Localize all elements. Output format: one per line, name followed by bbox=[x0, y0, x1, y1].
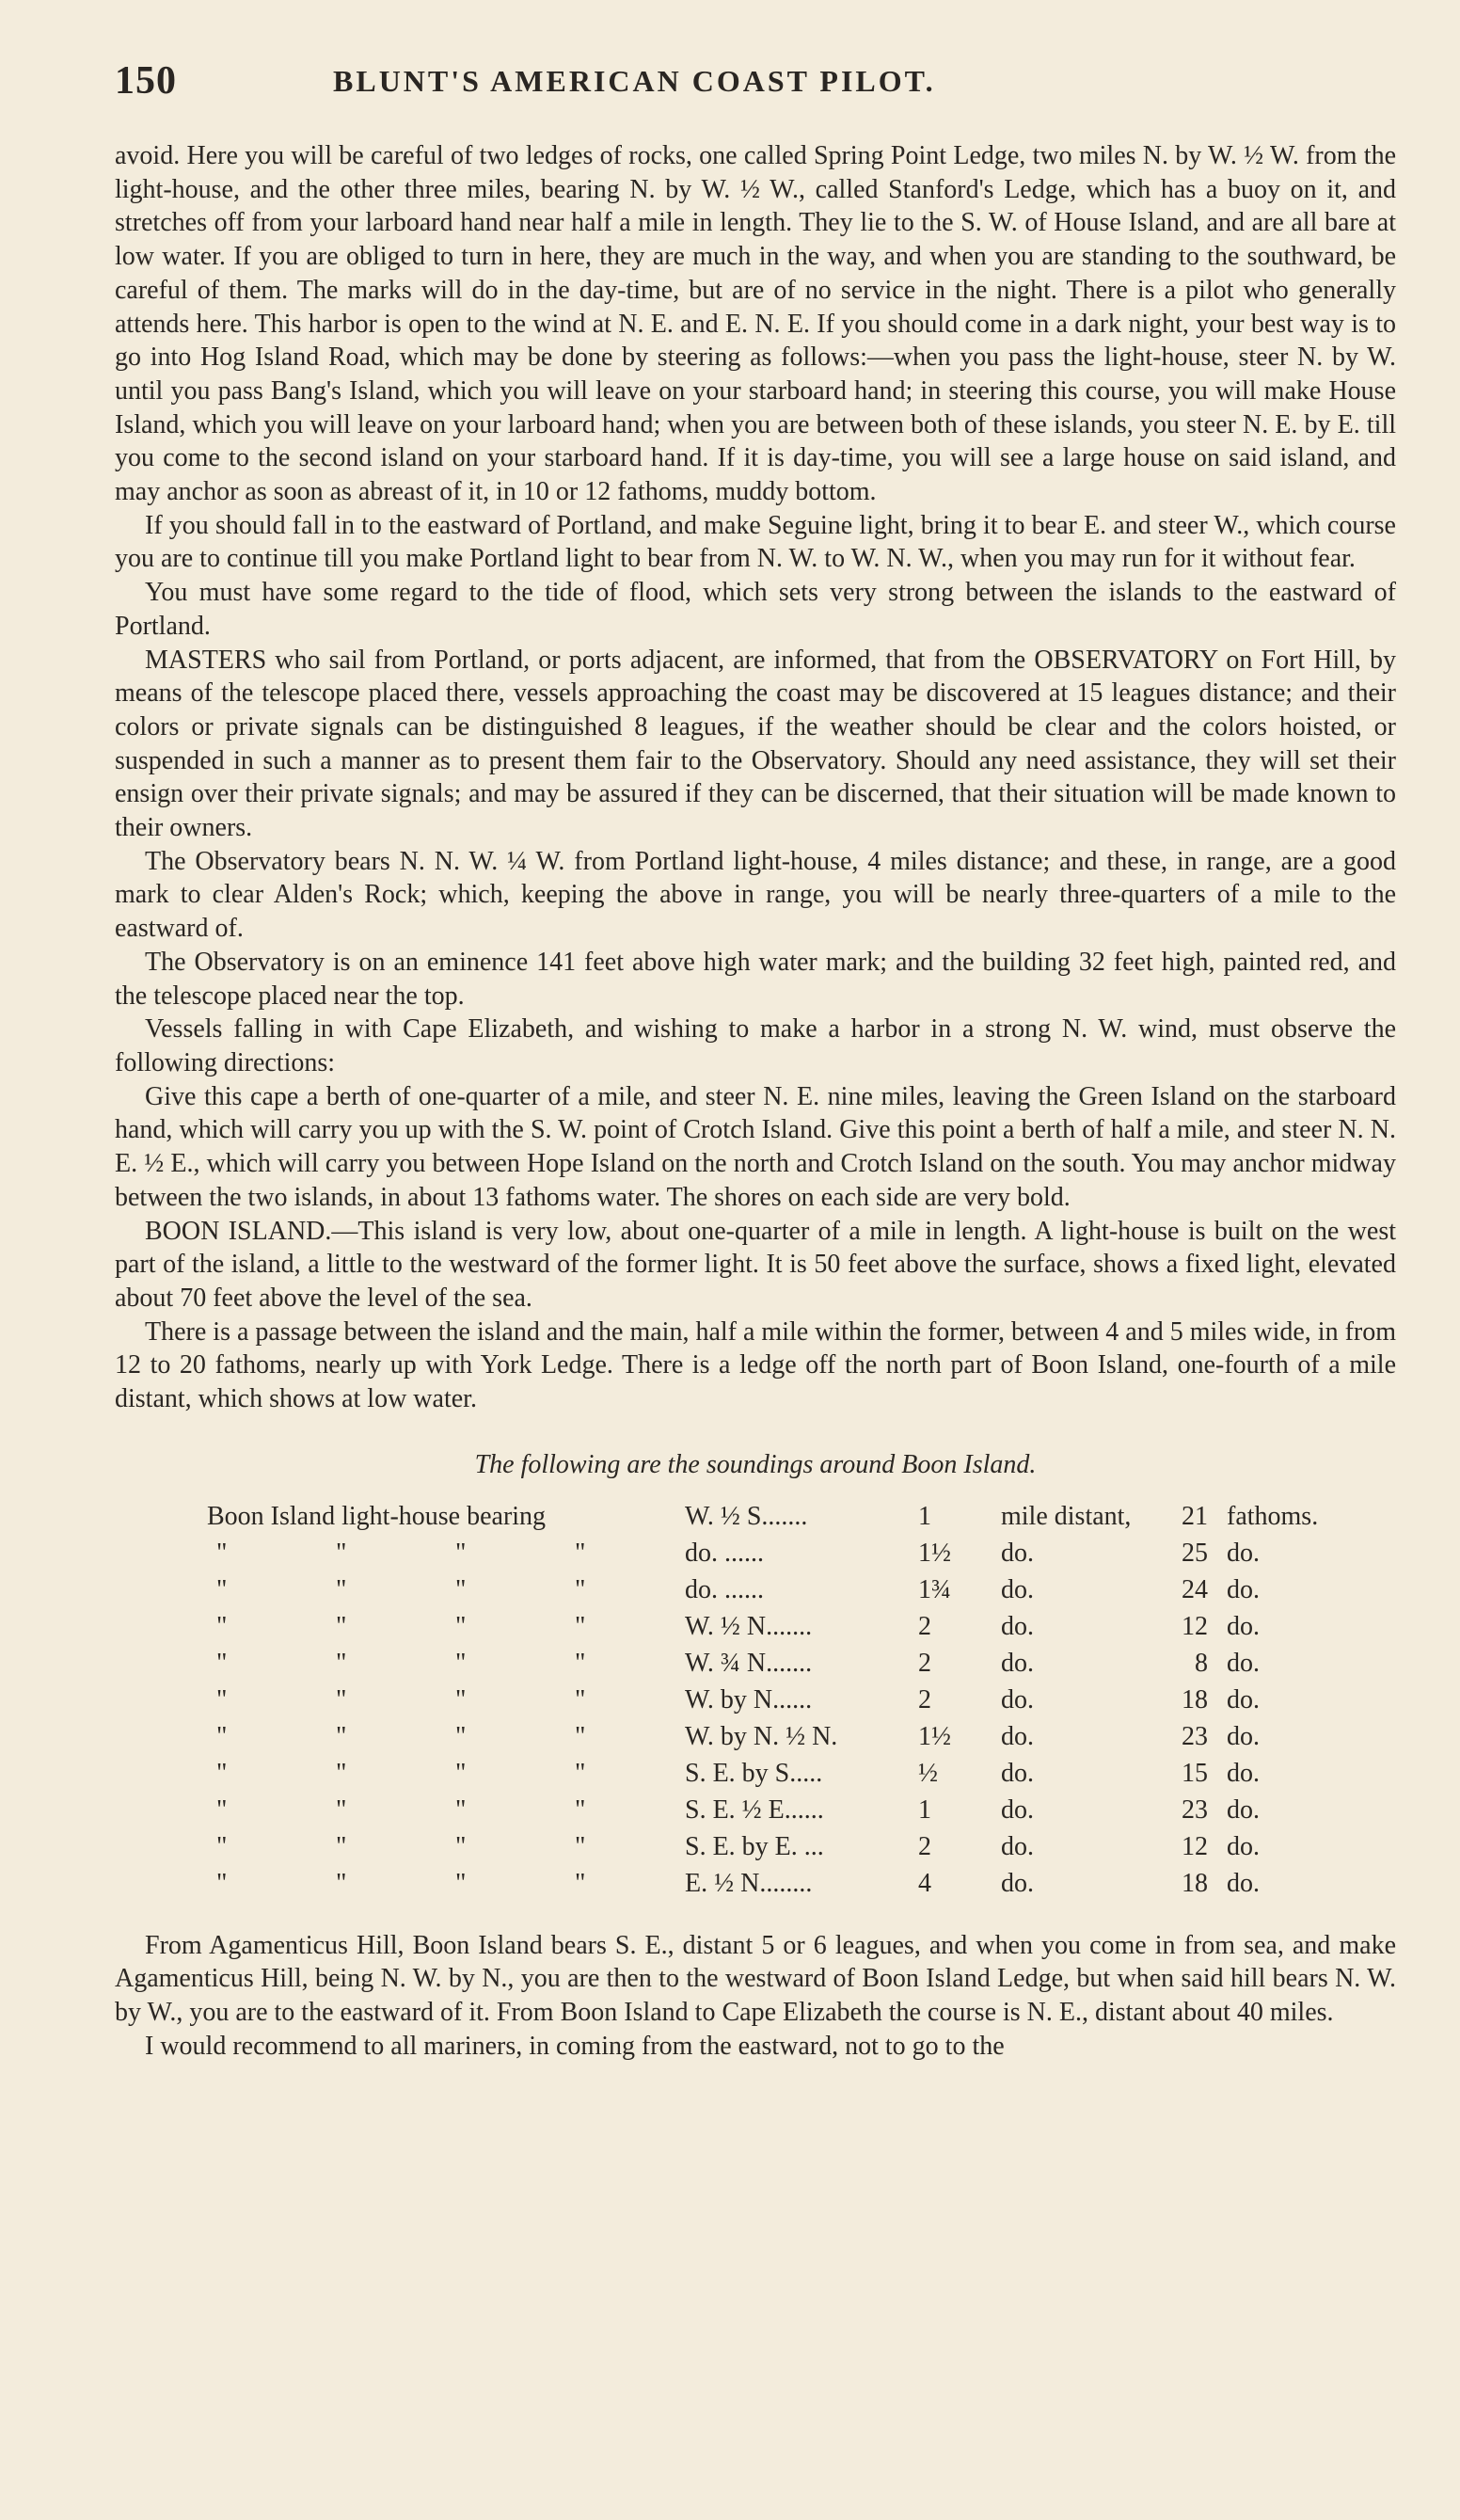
soundings-caption: The following are the soundings around Boon Island. bbox=[474, 1449, 1037, 1479]
ditto-mark: " bbox=[336, 1612, 347, 1642]
sounding-unit1: do. bbox=[1001, 1795, 1034, 1826]
page-header bbox=[115, 58, 1404, 107]
sounding-unit1: do. bbox=[1001, 1575, 1034, 1605]
sounding-distance: 1 bbox=[918, 1502, 931, 1532]
sounding-distance: ½ bbox=[918, 1759, 938, 1789]
sounding-unit1: do. bbox=[1001, 1869, 1034, 1899]
ditto-mark: " bbox=[336, 1869, 347, 1899]
sounding-fathoms: 23 bbox=[1182, 1722, 1208, 1752]
ditto-marks bbox=[207, 1609, 685, 1646]
ditto-mark: " bbox=[455, 1539, 467, 1569]
sounding-distance: 2 bbox=[918, 1685, 931, 1715]
sounding-fathoms: 18 bbox=[1182, 1685, 1208, 1715]
sounding-distance: 1½ bbox=[918, 1539, 951, 1569]
body-text bbox=[115, 139, 1396, 1416]
sounding-fathoms: 24 bbox=[1182, 1575, 1208, 1605]
sounding-unit2: do. bbox=[1227, 1575, 1260, 1605]
sounding-unit1: do. bbox=[1001, 1685, 1034, 1715]
sounding-distance: 4 bbox=[918, 1869, 931, 1899]
table-row bbox=[207, 1683, 1330, 1719]
table-row bbox=[207, 1866, 1330, 1903]
running-title: BLUNT'S AMERICAN COAST PILOT. bbox=[333, 64, 936, 98]
ditto-mark: " bbox=[455, 1575, 467, 1605]
sounding-bearing: E. ½ N........ bbox=[685, 1869, 813, 1899]
ditto-mark: " bbox=[216, 1869, 228, 1899]
soundings-lead: Boon Island light-house bearing bbox=[207, 1502, 547, 1532]
paragraph: BOON ISLAND.—This island is very low, about one-quarter of a mile in length. A light-house is built on the west part of the island, a little to the westward of the former light. It is 50 feet above the surface, shows a fixed light, elevated about 70 feet above the level of the sea. bbox=[115, 1216, 1396, 1313]
sounding-bearing: do. ...... bbox=[685, 1575, 764, 1605]
ditto-mark: " bbox=[575, 1649, 586, 1679]
sounding-bearing: S. E. by S..... bbox=[685, 1759, 823, 1789]
paragraph: From Agamenticus Hill, Boon Island bears S. E., distant 5 or 6 leagues, and when you come in from sea, and make Agamenticus Hill, being N. W. by N., you are then to the westward of Boon Island Ledge, but when said hill bears N. W. by W., you are to the eastward of it. From Boon Island to Cape Elizabeth the course is N. E., distant about 40 miles. bbox=[115, 1930, 1396, 2028]
paragraph: You must have some regard to the tide of flood, which sets very strong between the islands to the eastward of Portland. bbox=[115, 578, 1396, 641]
table-row bbox=[207, 1536, 1330, 1572]
sounding-bearing: W. by N...... bbox=[685, 1685, 813, 1715]
ditto-mark: " bbox=[575, 1575, 586, 1605]
paragraph: If you should fall in to the eastward of Portland, and make Seguine light, bring it to bear E. and steer W., which course you are to continue till you make Portland light to bear from N. W. to W. N. W., when you may run for it without fear. bbox=[115, 510, 1396, 574]
sounding-unit2: do. bbox=[1227, 1795, 1260, 1826]
sounding-unit1: do. bbox=[1001, 1612, 1034, 1642]
ditto-mark: " bbox=[216, 1575, 228, 1605]
sounding-unit2: do. bbox=[1227, 1612, 1260, 1642]
paragraph: Vessels falling in with Cape Elizabeth, and wishing to make a harbor in a strong N. W. wind, must observe the following directions: bbox=[115, 1014, 1396, 1077]
ditto-mark: " bbox=[336, 1759, 347, 1789]
sounding-bearing: W. ½ N....... bbox=[685, 1612, 813, 1642]
ditto-marks bbox=[207, 1866, 685, 1903]
sounding-bearing: W. ½ S....... bbox=[685, 1502, 808, 1532]
ditto-mark: " bbox=[336, 1685, 347, 1715]
table-row bbox=[207, 1756, 1330, 1793]
ditto-marks bbox=[207, 1793, 685, 1829]
sounding-fathoms: 18 bbox=[1182, 1869, 1208, 1899]
sounding-distance: 1¾ bbox=[918, 1575, 951, 1605]
ditto-mark: " bbox=[336, 1575, 347, 1605]
table-row bbox=[207, 1609, 1330, 1646]
sounding-fathoms: 12 bbox=[1182, 1612, 1208, 1642]
ditto-mark: " bbox=[575, 1539, 586, 1569]
paragraph: MASTERS who sail from Portland, or ports adjacent, are informed, that from the OBSERVATORY on Fort Hill, by means of the telescope placed there, vessels approaching the coast may be discovered at 15 leagues distance; and their colors or private signals can be distinguished 8 leagues, if the weather should be clear and the colors hoisted, or suspended in such a manner as to present them fair to the Observatory. Should any need assistance, they will set their ensign over their private signals; and may be assured if they can be discerned, that their situation will be made known to their owners. bbox=[115, 645, 1396, 843]
ditto-mark: " bbox=[336, 1649, 347, 1679]
ditto-mark: " bbox=[336, 1722, 347, 1752]
ditto-mark: " bbox=[575, 1869, 586, 1899]
ditto-mark: " bbox=[216, 1832, 228, 1862]
ditto-mark: " bbox=[575, 1685, 586, 1715]
sounding-unit1: do. bbox=[1001, 1832, 1034, 1862]
ditto-mark: " bbox=[216, 1649, 228, 1679]
ditto-mark: " bbox=[216, 1759, 228, 1789]
ditto-mark: " bbox=[216, 1795, 228, 1826]
sounding-unit1: do. bbox=[1001, 1722, 1034, 1752]
ditto-mark: " bbox=[336, 1539, 347, 1569]
table-row bbox=[207, 1829, 1330, 1866]
ditto-mark: " bbox=[216, 1612, 228, 1642]
sounding-bearing: S. E. by E. ... bbox=[685, 1832, 824, 1862]
ditto-mark: " bbox=[575, 1832, 586, 1862]
sounding-fathoms: 21 bbox=[1182, 1502, 1208, 1532]
ditto-mark: " bbox=[455, 1649, 467, 1679]
paragraph: Give this cape a berth of one-quarter of a mile, and steer N. E. nine miles, leaving the Green Island on the starboard hand, which will carry you up with the S. W. point of Crotch Island. Give this point a berth of half a mile, and steer N. N. E. ½ E., which will carry you between Hope Island on the north and Crotch Island on the south. You may anchor midway between the two islands, in about 13 fathoms water. The shores on each side are very bold. bbox=[115, 1081, 1396, 1212]
sounding-unit1: mile distant, bbox=[1001, 1502, 1132, 1532]
sounding-unit2: do. bbox=[1227, 1649, 1260, 1679]
closing-text bbox=[115, 1929, 1396, 2064]
sounding-distance: 2 bbox=[918, 1612, 931, 1642]
sounding-distance: 2 bbox=[918, 1649, 931, 1679]
ditto-mark: " bbox=[575, 1612, 586, 1642]
paragraph: avoid. Here you will be careful of two ledges of rocks, one called Spring Point Ledge, two miles N. by W. ½ W. from the light-house, and the other three miles, bearing N. by W. ½ W., called Stanford's Ledge, which has a buoy on it, and stretches off from your larboard hand near half a mile in length. They lie to the S. W. of House Island, and are all bare at low water. If you are obliged to turn in here, they are much in the way, and when you are standing to the southward, be careful of them. The marks will do in the day-time, but are of no service in the night. There is a pilot who generally attends here. This harbor is open to the wind at N. E. and E. N. E. If you should come in a dark night, your best way is to go into Hog Island Road, which may be done by steering as follows:—when you pass the light-house, steer N. by W. until you pass Bang's Island, which you will leave on your starboard hand; in steering this course, you will make House Island, which you will leave on your larboard hand; when you are between both of these islands, you steer N. E. by E. till you come to the second island on your starboard hand. If it is day-time, you will see a large house on said island, and may anchor as soon as abreast of it, in 10 or 12 fathoms, muddy bottom. bbox=[115, 141, 1396, 507]
ditto-mark: " bbox=[455, 1612, 467, 1642]
ditto-mark: " bbox=[216, 1539, 228, 1569]
sounding-unit1: do. bbox=[1001, 1649, 1034, 1679]
paragraph: The Observatory is on an eminence 141 feet above high water mark; and the building 32 feet high, painted red, and the telescope placed near the top. bbox=[115, 947, 1396, 1011]
ditto-mark: " bbox=[455, 1795, 467, 1826]
ditto-mark: " bbox=[455, 1722, 467, 1752]
sounding-bearing: S. E. ½ E...... bbox=[685, 1795, 824, 1826]
ditto-mark: " bbox=[336, 1832, 347, 1862]
ditto-marks bbox=[207, 1829, 685, 1866]
ditto-mark: " bbox=[575, 1795, 586, 1826]
ditto-marks bbox=[207, 1683, 685, 1719]
sounding-fathoms: 25 bbox=[1182, 1539, 1208, 1569]
sounding-unit2: do. bbox=[1227, 1685, 1260, 1715]
ditto-mark: " bbox=[455, 1832, 467, 1862]
ditto-mark: " bbox=[455, 1869, 467, 1899]
sounding-fathoms: 8 bbox=[1195, 1649, 1208, 1679]
sounding-unit2: do. bbox=[1227, 1539, 1260, 1569]
sounding-bearing: W. ¾ N....... bbox=[685, 1649, 813, 1679]
sounding-distance: 1½ bbox=[918, 1722, 951, 1752]
table-row bbox=[207, 1499, 1330, 1536]
page-number: 150 bbox=[115, 59, 177, 103]
table-row bbox=[207, 1793, 1330, 1829]
sounding-bearing: do. ...... bbox=[685, 1539, 764, 1569]
sounding-distance: 1 bbox=[918, 1795, 931, 1826]
ditto-marks bbox=[207, 1646, 685, 1683]
sounding-unit2: do. bbox=[1227, 1722, 1260, 1752]
soundings-table bbox=[207, 1499, 1330, 1903]
table-row bbox=[207, 1572, 1330, 1609]
table-row bbox=[207, 1646, 1330, 1683]
ditto-marks bbox=[207, 1756, 685, 1793]
paragraph: I would recommend to all mariners, in coming from the eastward, not to go to the bbox=[145, 2031, 1005, 2061]
table-row bbox=[207, 1719, 1330, 1756]
ditto-mark: " bbox=[216, 1685, 228, 1715]
paragraph: There is a passage between the island and the main, half a mile within the former, between 4 and 5 miles wide, in from 12 to 20 fathoms, nearly up with York Ledge. There is a ledge off the north part of Boon Island, one-fourth of a mile distant, which shows at low water. bbox=[115, 1316, 1397, 1414]
ditto-marks bbox=[207, 1719, 685, 1756]
ditto-mark: " bbox=[455, 1759, 467, 1789]
ditto-marks bbox=[207, 1536, 685, 1572]
sounding-fathoms: 23 bbox=[1182, 1795, 1208, 1826]
sounding-distance: 2 bbox=[918, 1832, 931, 1862]
sounding-bearing: W. by N. ½ N. bbox=[685, 1722, 838, 1752]
sounding-unit2: do. bbox=[1227, 1759, 1260, 1789]
sounding-unit2: fathoms. bbox=[1227, 1502, 1319, 1532]
sounding-fathoms: 12 bbox=[1182, 1832, 1208, 1862]
sounding-unit1: do. bbox=[1001, 1759, 1034, 1789]
ditto-mark: " bbox=[336, 1795, 347, 1826]
paragraph: The Observatory bears N. N. W. ¼ W. from Portland light-house, 4 miles distance; and these, in range, are a good mark to clear Alden's Rock; which, keeping the above in range, you will be nearly three-quarters of a mile to the eastward of. bbox=[115, 846, 1396, 944]
ditto-mark: " bbox=[575, 1722, 586, 1752]
sounding-unit2: do. bbox=[1227, 1869, 1260, 1899]
sounding-unit2: do. bbox=[1227, 1832, 1260, 1862]
ditto-mark: " bbox=[455, 1685, 467, 1715]
ditto-marks bbox=[207, 1572, 685, 1609]
sounding-unit1: do. bbox=[1001, 1539, 1034, 1569]
ditto-mark: " bbox=[575, 1759, 586, 1789]
ditto-mark: " bbox=[216, 1722, 228, 1752]
sounding-fathoms: 15 bbox=[1182, 1759, 1208, 1789]
